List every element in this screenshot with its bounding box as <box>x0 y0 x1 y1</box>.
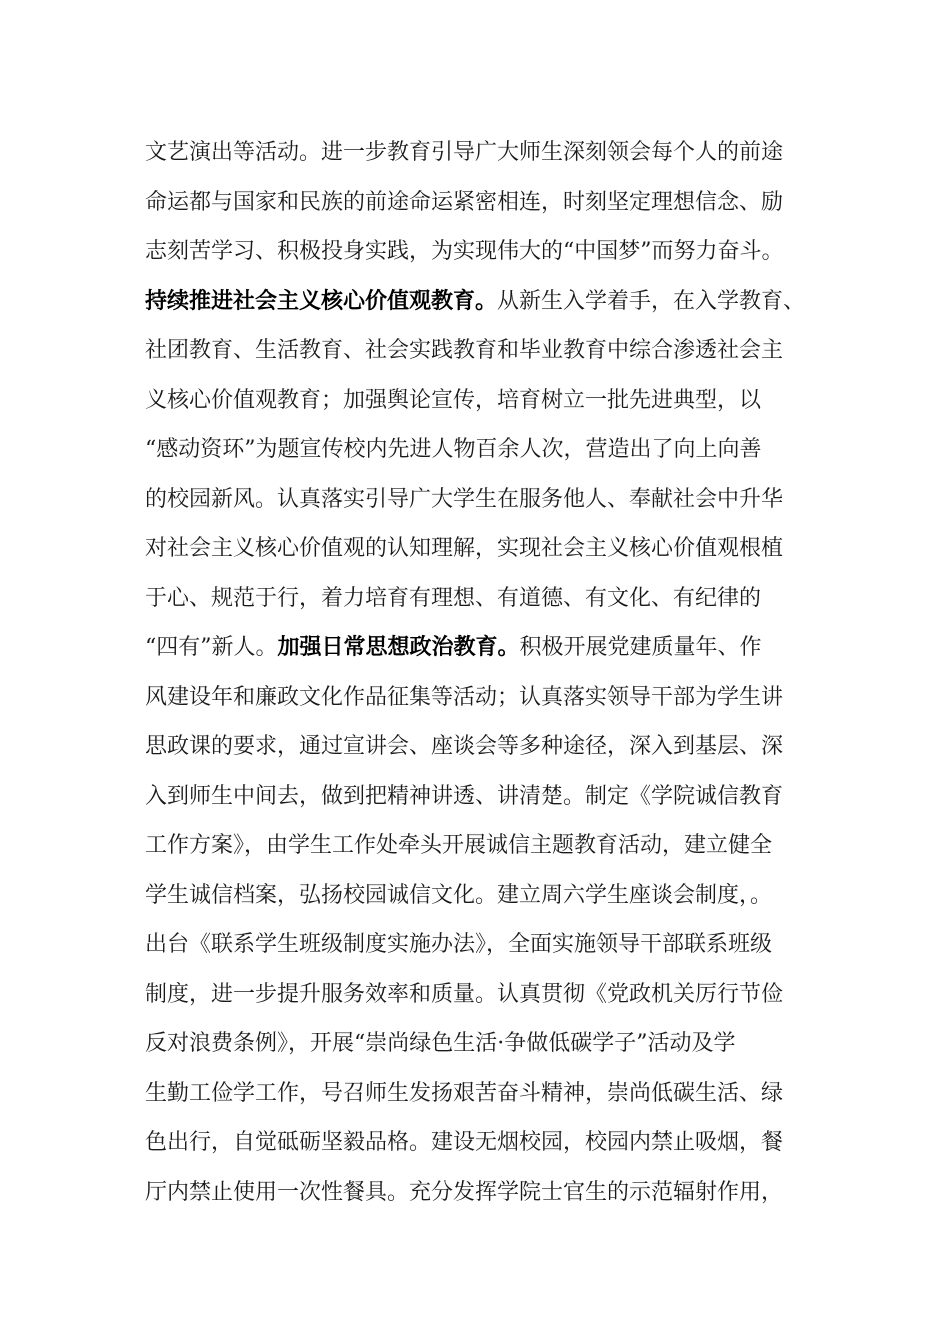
paragraph-text: 文艺演出等活动。进一步教育引导广大师生深刻领会每个人的前途 <box>145 140 784 165</box>
paragraph-text: 入到师生中间去，做到把精神讲透、讲清楚。制定《学院诚信教育 <box>145 783 784 809</box>
paragraph-text: 志刻苦学习、积极投身实践，为实现伟大的“中国梦”而努力奋斗。 <box>145 239 784 264</box>
text-line <box>145 128 815 178</box>
paragraph-text: 色出行，自觉砥砺坚毅品格。建设无烟校园，校园内禁止吸烟，餐 <box>145 1130 784 1155</box>
text-line <box>145 722 815 772</box>
body-text <box>145 128 815 1217</box>
paragraph-text: 工作方案》，由学生工作处牵头开展诚信主题教育活动，建立健全 <box>145 833 773 858</box>
paragraph-text: 风建设年和廉政文化作品征集等活动；认真落实领导干部为学生讲 <box>145 684 784 710</box>
paragraph-text: 社团教育、生活教育、社会实践教育和毕业教育中综合渗透社会主 <box>145 338 784 363</box>
text-line <box>145 376 815 426</box>
paragraph-text: “感动资环”为题宣传校内先进人物百余人次，营造出了向上向善 <box>145 437 762 462</box>
paragraph-text: 对社会主义核心价值观的认知理解，实现社会主义核心价值观根植 <box>145 536 784 561</box>
text-line <box>145 1069 815 1119</box>
paragraph-text: 思政课的要求，通过宣讲会、座谈会等多种途径，深入到基层、深 <box>145 734 784 759</box>
text-line <box>145 277 815 327</box>
paragraph-text: 学生诚信档案，弘扬校园诚信文化。建立周六学生座谈会制度，。 <box>145 882 773 908</box>
paragraph-text: 命运都与国家和民族的前途命运紧密相连，时刻坚定理想信念、励 <box>145 189 784 215</box>
text-line <box>145 871 815 921</box>
text-line <box>145 574 815 624</box>
text-line <box>145 1168 815 1218</box>
paragraph-text: 于心、规范于行，着力培育有理想、有道德、有文化、有纪律的 <box>145 585 762 611</box>
text-line <box>145 425 815 475</box>
paragraph-text: 的校园新风。认真落实引导广大学生在服务他人、奉献社会中升华 <box>145 486 784 512</box>
paragraph-text: “四有”新人。 <box>145 635 278 660</box>
paragraph-text: 积极开展党建质量年、作 <box>519 635 762 660</box>
text-line <box>145 970 815 1020</box>
paragraph-text: 义核心价值观教育；加强舆论宣传，培育树立一批先进典型，以 <box>145 387 762 413</box>
text-line <box>145 1118 815 1168</box>
text-line <box>145 1019 815 1069</box>
text-line <box>145 920 815 970</box>
paragraph-text: 出台《联系学生班级制度实施办法》，全面实施领导干部联系班级 <box>145 932 773 957</box>
paragraph-text: 反对浪费条例》，开展“崇尚绿色生活·争做低碳学子”活动及学 <box>145 1031 736 1056</box>
text-line <box>145 326 815 376</box>
paragraph-text: 从新生入学着手，在入学教育、 <box>497 288 806 314</box>
paragraph-text: 生勤工俭学工作，号召师生发扬艰苦奋斗精神，崇尚低碳生活、绿 <box>145 1080 784 1106</box>
text-line <box>145 821 815 871</box>
paragraph-text: 制度，进一步提升服务效率和质量。认真贯彻《党政机关厉行节俭 <box>145 981 784 1007</box>
text-line <box>145 623 815 673</box>
bold-heading-text: 加强日常思想政治教育。 <box>277 635 520 660</box>
text-line <box>145 772 815 822</box>
paragraph-text: 厅内禁止使用一次性餐具。充分发挥学院士官生的示范辐射作用， <box>145 1179 784 1205</box>
text-line <box>145 475 815 525</box>
text-line <box>145 227 815 277</box>
bold-heading-text: 持续推进社会主义核心价值观教育。 <box>145 288 498 314</box>
text-line <box>145 178 815 228</box>
text-line <box>145 524 815 574</box>
text-line <box>145 673 815 723</box>
